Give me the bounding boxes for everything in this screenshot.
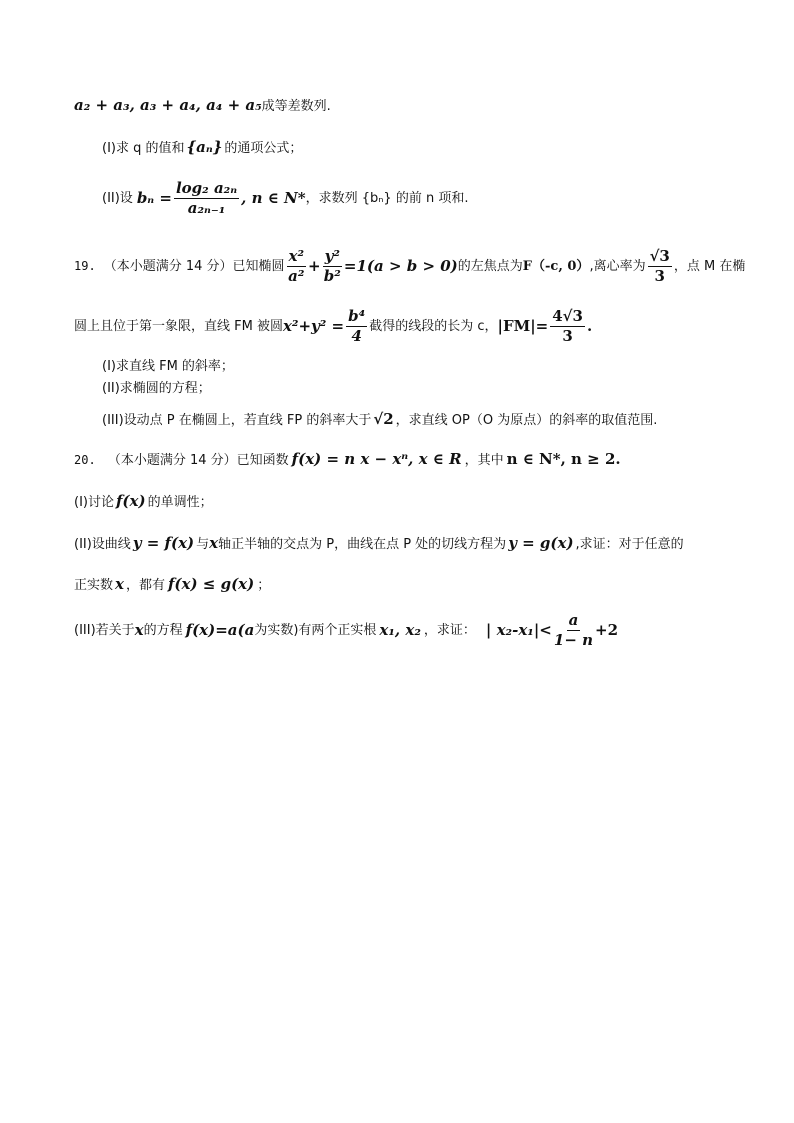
ecc-fraction (648, 246, 672, 285)
ellipse-rhs: =1(a > b > 0) (343, 256, 458, 275)
bn-condition: , n ∈ N* (241, 188, 306, 207)
ecc-text: ,离心率为 (589, 258, 646, 274)
circle-num: b⁴ (348, 306, 366, 325)
m-text: ，点 M 在椭 (673, 258, 746, 274)
bn-fraction (174, 178, 239, 217)
q19-line2-b: 截得的线段的长为 c， (369, 318, 498, 334)
sequence-expression: a₂ + a₃, a₃ + a₄, a₄ + a₅ (74, 96, 262, 114)
q20-part2-line2-a: 正实数 (74, 578, 114, 593)
q20-part3-c: 为实数) (254, 622, 299, 638)
q19-part3 (102, 412, 657, 427)
q18-part1 (102, 140, 302, 155)
ellipse-x-num: x² (288, 246, 305, 265)
q20-part2-b: 与 (196, 537, 210, 552)
fm-end: . (586, 316, 593, 335)
q18-part2-suffix: ，求数列 {bₙ} 的前 n 项和. (305, 190, 469, 206)
q20-part2-line2-x: x (115, 575, 124, 593)
q19-intro: 已知椭圆 (232, 258, 285, 274)
ellipse-x-den: a² (288, 266, 305, 285)
focus-text: 的左焦点为 (457, 258, 523, 274)
q19-line2 (74, 304, 592, 348)
q20-part1-f: f(x) (115, 492, 146, 510)
q20-part2-d: ,求证：对于任意的 (575, 537, 684, 552)
q20-points: （本小题满分 14 分） (107, 453, 237, 468)
an-set: {aₙ} (186, 138, 223, 156)
circle-fraction (346, 306, 367, 345)
ellipse-y-den: b² (323, 266, 341, 285)
q20-part3-lhs: | x₂-x₁|< (485, 620, 552, 639)
q18-sequence-line (74, 98, 331, 113)
q18-part1-text: (I)求 q 的值和 (102, 141, 185, 156)
q20-part2-line1 (74, 536, 684, 551)
fm-num: 4√3 (552, 306, 583, 325)
q19-number: 19. (74, 259, 96, 273)
q20-part3-den: 1− n (553, 630, 594, 649)
q20-part2-line2-b: ，都有 (125, 578, 165, 593)
q20-part1-b: 的单调性； (147, 495, 213, 510)
q20-number: 20. (74, 453, 96, 467)
q19-part3-a: (III)设动点 P 在椭圆上，若直线 FP 的斜率大于 (102, 413, 372, 428)
q19-part2: (II)求椭圆的方程； (102, 381, 211, 396)
q20-line1 (74, 452, 621, 467)
ecc-num: √3 (649, 246, 670, 265)
q20-condition: n ∈ N*, n ≥ 2. (506, 450, 621, 468)
focus-point: F（-c, 0） (522, 258, 590, 274)
q20-part3-num: a (568, 610, 579, 629)
q20-part3-e: ，求证： (423, 622, 476, 638)
q20-part3-fraction (553, 610, 594, 649)
ellipse-x-fraction (287, 246, 307, 285)
q20-part3-rhs: +2 (595, 620, 619, 639)
q18-part2-prefix: (II)设 (102, 190, 133, 206)
bn-numerator: log₂ a₂ₙ (175, 178, 238, 197)
q20-roots: x₁, x₂ (379, 620, 421, 639)
q20-part1-a: (I)讨论 (74, 495, 114, 510)
ecc-den: 3 (654, 266, 665, 285)
q19-line2-a: 圆上且位于第一象限，直线 FM 被圆 (74, 318, 283, 334)
q20-part2-y: y = f(x) (132, 534, 195, 552)
q20-part2-g: y = g(x) (508, 534, 574, 552)
q20-part2-line2-c: ； (257, 578, 271, 593)
fm-lhs: |FM|= (497, 316, 549, 335)
q19-part3-b: ，求直线 OP（O 为原点）的斜率的取值范围. (395, 413, 658, 428)
q20-mid: ，其中 (464, 453, 504, 468)
bn-denominator: a₂ₙ₋₁ (187, 198, 226, 217)
q19-line1 (74, 244, 745, 288)
q20-part3-x: x (134, 620, 144, 639)
q20-part3-a: (III)若关于 (74, 622, 135, 638)
q20-part2-line2 (74, 577, 270, 592)
q19-part1: (I)求直线 FM 的斜率； (102, 359, 234, 374)
q20-intro: 已知函数 (236, 453, 289, 468)
q20-part3-d: 有两个正实根 (298, 622, 377, 638)
bn-lhs: bₙ = (136, 188, 172, 207)
q20-part3-eq: f(x)=a(a (185, 620, 255, 639)
q20-part3 (74, 608, 618, 652)
q18-part2 (102, 176, 468, 220)
ellipse-y-num: y² (324, 246, 340, 265)
q20-part2-c: 轴正半轴的交点为 P，曲线在点 P 处的切线方程为 (218, 537, 507, 552)
q19-points: （本小题满分 14 分） (103, 258, 233, 274)
q18-part1-suffix: 的通项公式； (224, 141, 303, 156)
circle-lhs: x²+y² = (282, 316, 345, 335)
ellipse-plus: + (308, 256, 321, 275)
q20-inequality: f(x) ≤ g(x) (167, 575, 255, 593)
fm-den: 3 (562, 326, 573, 345)
q20-part3-b: 的方程 (143, 622, 183, 638)
sequence-suffix: 成等差数列. (261, 99, 331, 114)
circle-den: 4 (351, 326, 362, 345)
fm-fraction (550, 306, 585, 345)
q20-function: f(x) = n x − xⁿ, x ∈ R (291, 450, 462, 468)
q20-part2-x: x (209, 534, 219, 552)
sqrt2: √2 (373, 410, 394, 428)
q20-part1 (74, 494, 213, 509)
ellipse-y-fraction (323, 246, 342, 285)
q20-part2-a: (II)设曲线 (74, 537, 131, 552)
